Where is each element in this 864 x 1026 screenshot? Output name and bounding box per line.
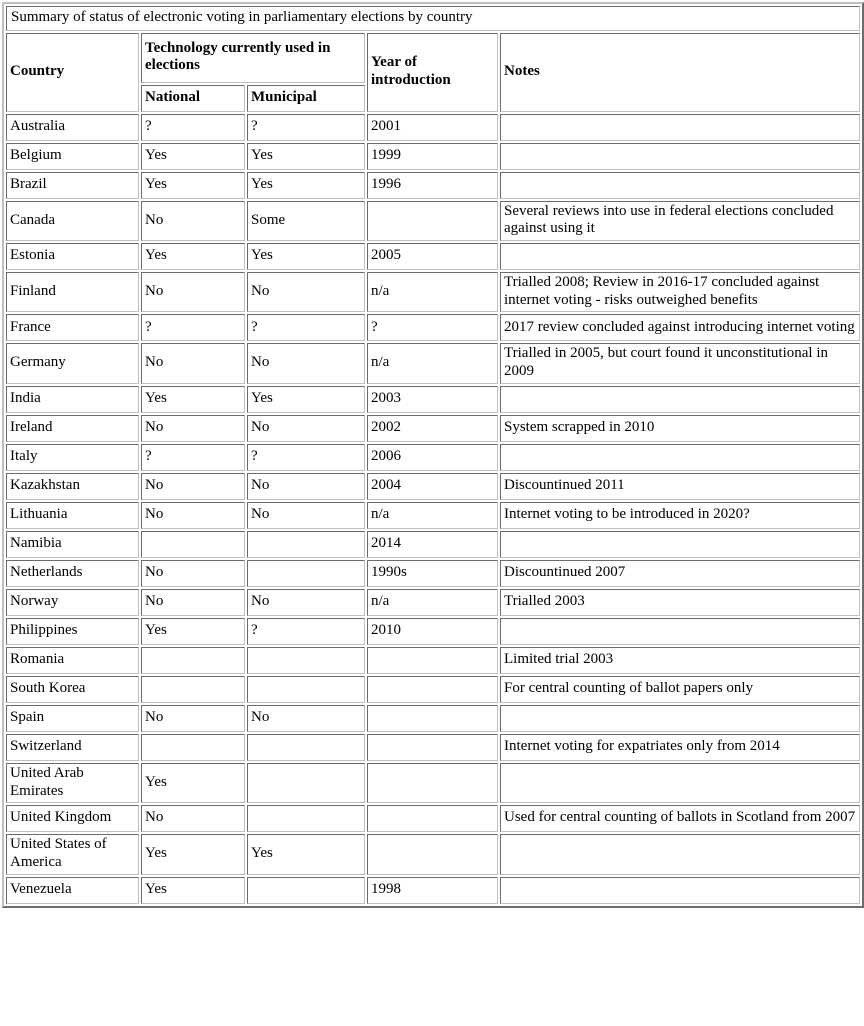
cell-national: Yes <box>141 386 245 413</box>
cell-country: Lithuania <box>6 502 139 529</box>
cell-municipal: Yes <box>247 172 365 199</box>
cell-national: No <box>141 272 245 312</box>
column-header-notes: Notes <box>500 33 860 112</box>
cell-municipal: No <box>247 343 365 383</box>
cell-country: Namibia <box>6 531 139 558</box>
table-row <box>6 734 860 761</box>
table-row <box>6 415 860 442</box>
cell-national <box>141 676 245 703</box>
cell-notes <box>500 114 860 141</box>
cell-country: Canada <box>6 201 139 241</box>
cell-notes <box>500 143 860 170</box>
cell-year: 2014 <box>367 531 498 558</box>
cell-municipal: No <box>247 272 365 312</box>
cell-country: Australia <box>6 114 139 141</box>
cell-municipal: ? <box>247 314 365 341</box>
cell-national: Yes <box>141 763 245 803</box>
cell-notes <box>500 763 860 803</box>
table-caption: Summary of status of electronic voting in parliamentary elections by country <box>6 6 860 31</box>
cell-year: n/a <box>367 589 498 616</box>
cell-notes: Trialled 2008; Review in 2016-17 concluded against internet voting - risks outweighed benefits <box>500 272 860 312</box>
cell-year: 1999 <box>367 143 498 170</box>
cell-national: No <box>141 705 245 732</box>
cell-municipal: ? <box>247 114 365 141</box>
cell-country: Norway <box>6 589 139 616</box>
column-header-national: National <box>141 85 245 112</box>
table-row <box>6 143 860 170</box>
table-row <box>6 314 860 341</box>
table-row <box>6 444 860 471</box>
cell-notes: Discountinued 2007 <box>500 560 860 587</box>
cell-municipal <box>247 676 365 703</box>
cell-notes: Internet voting to be introduced in 2020? <box>500 502 860 529</box>
cell-year: 1998 <box>367 877 498 904</box>
table-row <box>6 386 860 413</box>
table-row <box>6 473 860 500</box>
cell-year: ? <box>367 314 498 341</box>
cell-country: India <box>6 386 139 413</box>
table-row <box>6 676 860 703</box>
cell-national: No <box>141 560 245 587</box>
cell-notes <box>500 386 860 413</box>
cell-notes: Internet voting for expatriates only from 2014 <box>500 734 860 761</box>
cell-notes: Discountinued 2011 <box>500 473 860 500</box>
cell-national: Yes <box>141 618 245 645</box>
table-caption-row <box>6 6 860 31</box>
cell-national: ? <box>141 114 245 141</box>
cell-national: No <box>141 805 245 832</box>
table-row <box>6 589 860 616</box>
table-row <box>6 805 860 832</box>
table-row <box>6 531 860 558</box>
cell-notes <box>500 531 860 558</box>
cell-year <box>367 647 498 674</box>
cell-country: Philippines <box>6 618 139 645</box>
cell-national: Yes <box>141 143 245 170</box>
table-row <box>6 343 860 383</box>
cell-municipal <box>247 805 365 832</box>
cell-country: Finland <box>6 272 139 312</box>
cell-country: Italy <box>6 444 139 471</box>
column-header-technology-group: Technology currently used in elections <box>141 33 365 83</box>
cell-country: Estonia <box>6 243 139 270</box>
cell-country: Venezuela <box>6 877 139 904</box>
cell-notes <box>500 243 860 270</box>
table-row <box>6 201 860 241</box>
cell-year: 2001 <box>367 114 498 141</box>
cell-national: No <box>141 415 245 442</box>
cell-municipal: Yes <box>247 243 365 270</box>
cell-municipal <box>247 531 365 558</box>
cell-country: Brazil <box>6 172 139 199</box>
cell-national: No <box>141 473 245 500</box>
cell-year: 2003 <box>367 386 498 413</box>
cell-national: No <box>141 201 245 241</box>
cell-notes <box>500 877 860 904</box>
cell-year <box>367 201 498 241</box>
cell-notes <box>500 444 860 471</box>
cell-municipal: No <box>247 589 365 616</box>
cell-year: n/a <box>367 502 498 529</box>
cell-municipal <box>247 647 365 674</box>
cell-national: Yes <box>141 172 245 199</box>
cell-country: Romania <box>6 647 139 674</box>
cell-municipal: Yes <box>247 143 365 170</box>
cell-municipal: ? <box>247 444 365 471</box>
cell-notes <box>500 618 860 645</box>
cell-notes <box>500 172 860 199</box>
cell-notes: Trialled 2003 <box>500 589 860 616</box>
cell-notes: For central counting of ballot papers only <box>500 676 860 703</box>
cell-year <box>367 763 498 803</box>
cell-notes: Several reviews into use in federal elections concluded against using it <box>500 201 860 241</box>
table-row <box>6 618 860 645</box>
cell-national: No <box>141 343 245 383</box>
cell-municipal <box>247 877 365 904</box>
table-row <box>6 705 860 732</box>
cell-country: Spain <box>6 705 139 732</box>
table-row <box>6 763 860 803</box>
cell-year: 2006 <box>367 444 498 471</box>
cell-national: ? <box>141 314 245 341</box>
cell-country: Netherlands <box>6 560 139 587</box>
cell-year <box>367 805 498 832</box>
cell-municipal: No <box>247 473 365 500</box>
cell-year <box>367 676 498 703</box>
cell-year: 1990s <box>367 560 498 587</box>
cell-country: United Kingdom <box>6 805 139 832</box>
cell-notes: Used for central counting of ballots in Scotland from 2007 <box>500 805 860 832</box>
cell-municipal: No <box>247 415 365 442</box>
cell-municipal <box>247 763 365 803</box>
cell-country: Ireland <box>6 415 139 442</box>
table-row <box>6 272 860 312</box>
cell-municipal: Some <box>247 201 365 241</box>
cell-municipal <box>247 560 365 587</box>
cell-municipal: Yes <box>247 834 365 874</box>
cell-country: France <box>6 314 139 341</box>
cell-year: 2005 <box>367 243 498 270</box>
table-row <box>6 834 860 874</box>
cell-country: United Arab Emirates <box>6 763 139 803</box>
cell-notes: Trialled in 2005, but court found it unconstitutional in 2009 <box>500 343 860 383</box>
table-row <box>6 877 860 904</box>
table-row <box>6 243 860 270</box>
cell-national: Yes <box>141 877 245 904</box>
cell-country: United States of America <box>6 834 139 874</box>
cell-year: 1996 <box>367 172 498 199</box>
electronic-voting-summary-table <box>2 2 864 908</box>
cell-year: n/a <box>367 343 498 383</box>
cell-year: n/a <box>367 272 498 312</box>
cell-municipal: No <box>247 502 365 529</box>
header-row-primary <box>6 33 860 83</box>
cell-national <box>141 531 245 558</box>
cell-notes: 2017 review concluded against introducing internet voting <box>500 314 860 341</box>
cell-year: 2010 <box>367 618 498 645</box>
cell-national <box>141 734 245 761</box>
table-row <box>6 114 860 141</box>
cell-country: South Korea <box>6 676 139 703</box>
cell-municipal: Yes <box>247 386 365 413</box>
cell-country: Germany <box>6 343 139 383</box>
cell-notes: Limited trial 2003 <box>500 647 860 674</box>
column-header-municipal: Municipal <box>247 85 365 112</box>
column-header-country: Country <box>6 33 139 112</box>
cell-national <box>141 647 245 674</box>
cell-year <box>367 834 498 874</box>
cell-notes <box>500 834 860 874</box>
cell-national: Yes <box>141 834 245 874</box>
cell-national: Yes <box>141 243 245 270</box>
column-header-year: Year of introduction <box>367 33 498 112</box>
cell-year: 2004 <box>367 473 498 500</box>
table-row <box>6 647 860 674</box>
cell-notes <box>500 705 860 732</box>
cell-year <box>367 705 498 732</box>
table-row <box>6 502 860 529</box>
cell-notes: System scrapped in 2010 <box>500 415 860 442</box>
cell-municipal: No <box>247 705 365 732</box>
cell-country: Kazakhstan <box>6 473 139 500</box>
cell-country: Belgium <box>6 143 139 170</box>
cell-municipal: ? <box>247 618 365 645</box>
cell-national: No <box>141 589 245 616</box>
cell-year <box>367 734 498 761</box>
cell-year: 2002 <box>367 415 498 442</box>
cell-national: ? <box>141 444 245 471</box>
cell-country: Switzerland <box>6 734 139 761</box>
cell-national: No <box>141 502 245 529</box>
cell-municipal <box>247 734 365 761</box>
table-row <box>6 172 860 199</box>
table-row <box>6 560 860 587</box>
